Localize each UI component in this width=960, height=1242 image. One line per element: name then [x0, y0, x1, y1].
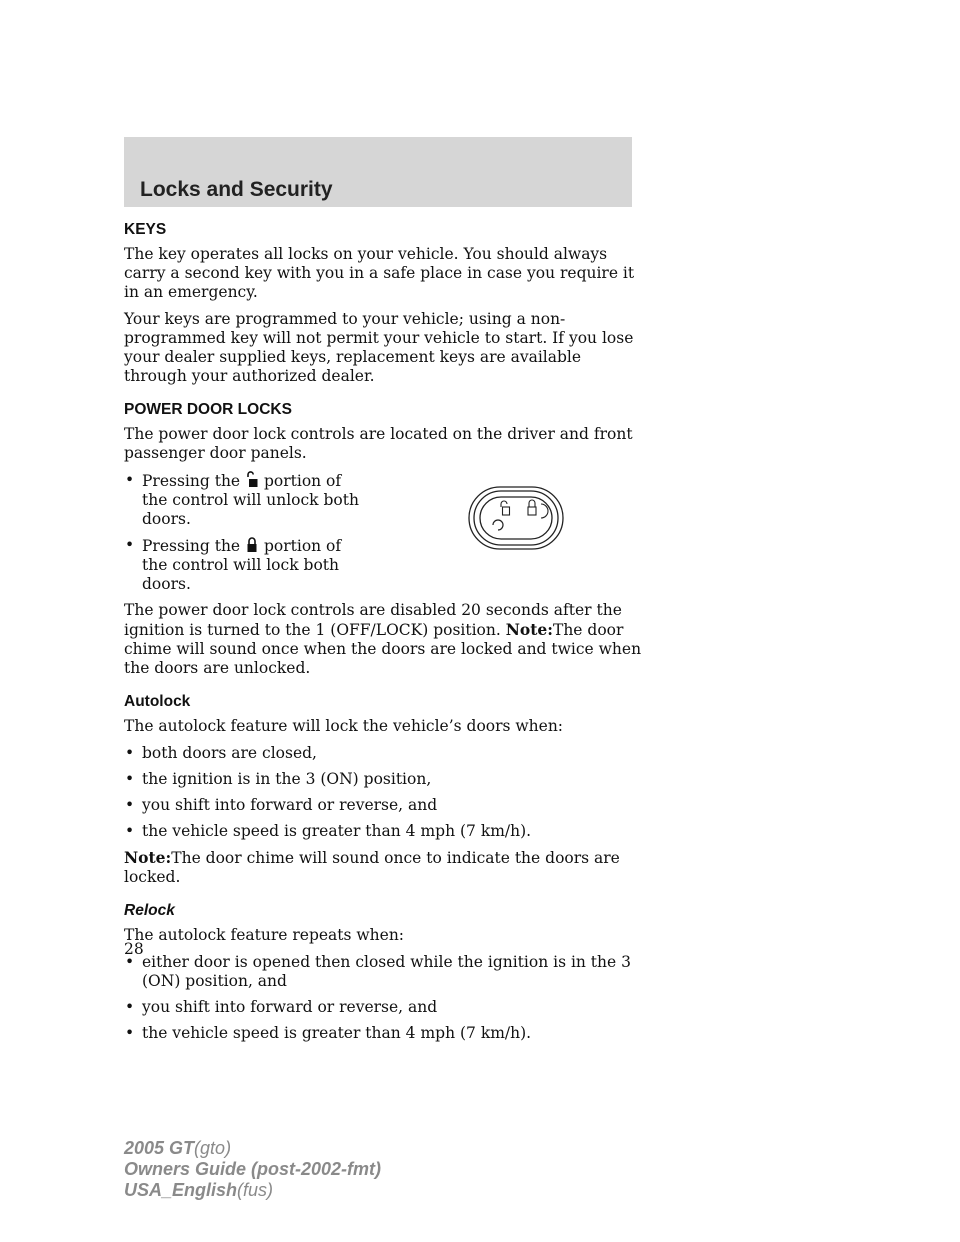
bullet-marker: •	[125, 822, 135, 840]
unlock-bullet-pre: Pressing the	[142, 472, 241, 490]
footer-model: 2005 GT	[124, 1138, 195, 1158]
bullet-marker: •	[125, 998, 135, 1016]
autolock-item	[124, 796, 644, 815]
autolock-item	[124, 770, 644, 789]
bullet-marker: •	[125, 770, 135, 788]
lock-bullet-pre: Pressing the	[142, 537, 241, 555]
page-number: 28	[124, 940, 144, 958]
footer-line-3	[124, 1180, 381, 1201]
footer-line-2	[124, 1159, 381, 1180]
power-locks-disabled-note	[124, 601, 644, 678]
footer-guide: Owners Guide (post-2002-fmt)	[124, 1159, 382, 1179]
lock-bullets	[124, 471, 364, 594]
autolock-item-text: both doors are closed,	[142, 744, 317, 762]
relock-heading: Relock	[124, 902, 175, 919]
lock-control-section	[124, 471, 644, 594]
autolock-item	[124, 822, 644, 841]
autolock-item-text: you shift into forward or reverse, and	[142, 796, 438, 814]
document-footer	[124, 1138, 381, 1201]
door-lock-switch-illustration	[467, 485, 565, 551]
footer-model-code: (gto)	[194, 1138, 232, 1158]
bullet-marker: •	[125, 1024, 135, 1042]
lock-bullet-post: portion of the control will lock both doors.	[142, 537, 342, 593]
footer-language: USA_English	[124, 1180, 238, 1200]
bullet-marker: •	[125, 796, 135, 814]
autolock-note	[124, 848, 644, 887]
disabled-text: The power door lock controls are disabled 20 seconds after the ignition is turned to the 1 (OFF/LOCK) position.	[124, 601, 622, 639]
bullet-marker: •	[125, 953, 135, 971]
footer-line-1	[124, 1138, 381, 1159]
note-text: The door chime will sound once to indicate the doors are locked.	[124, 849, 620, 886]
note-label: Note:	[124, 848, 172, 867]
page-content	[124, 220, 644, 1050]
autolock-item	[124, 744, 644, 763]
power-locks-intro: The power door lock controls are located on the driver and front passenger door panels.	[124, 425, 633, 462]
footer-language-code: (fus)	[237, 1180, 274, 1200]
relock-item-text: you shift into forward or reverse, and	[142, 998, 438, 1016]
unlock-icon	[245, 471, 259, 489]
autolock-item-text: the vehicle speed is greater than 4 mph (7 km/h).	[142, 822, 532, 840]
autolock-item-text: the ignition is in the 3 (ON) position,	[142, 770, 432, 788]
autolock-heading: Autolock	[124, 693, 191, 710]
relock-item	[124, 998, 644, 1017]
bullet-marker: •	[125, 744, 135, 762]
section-title: Locks and Security	[140, 178, 333, 201]
keys-paragraph-1: The key operates all locks on your vehicle. You should always carry a second key with you in a safe place in case you require it in an emergency.	[124, 245, 635, 301]
unlock-bullet-post: portion of the control will unlock both doors.	[142, 472, 359, 528]
lock-bullet	[124, 536, 364, 594]
relock-item	[124, 1024, 644, 1043]
keys-heading: KEYS	[124, 221, 167, 238]
power-door-locks-heading: POWER DOOR LOCKS	[124, 401, 292, 418]
autolock-intro: The autolock feature will lock the vehicle’s doors when:	[124, 717, 564, 735]
relock-item-text: either door is opened then closed while the ignition is in the 3 (ON) position, and	[142, 953, 631, 990]
bullet-marker: •	[125, 471, 135, 489]
bullet-marker: •	[125, 536, 135, 554]
relock-intro: The autolock feature repeats when:	[124, 926, 405, 944]
relock-item	[124, 953, 644, 991]
note-label: Note:	[505, 620, 553, 639]
keys-paragraph-2: Your keys are programmed to your vehicle; using a non-programmed key will not permit your vehicle to start. If you lose your dealer supplied keys, replacement keys are available through your authorized dealer.	[124, 310, 634, 385]
lock-icon	[245, 536, 259, 554]
relock-item-text: the vehicle speed is greater than 4 mph (7 km/h).	[142, 1024, 532, 1042]
note-text: The door chime will sound once when the doors are locked and twice when the doors are unlocked.	[124, 621, 642, 677]
unlock-bullet	[124, 471, 364, 529]
